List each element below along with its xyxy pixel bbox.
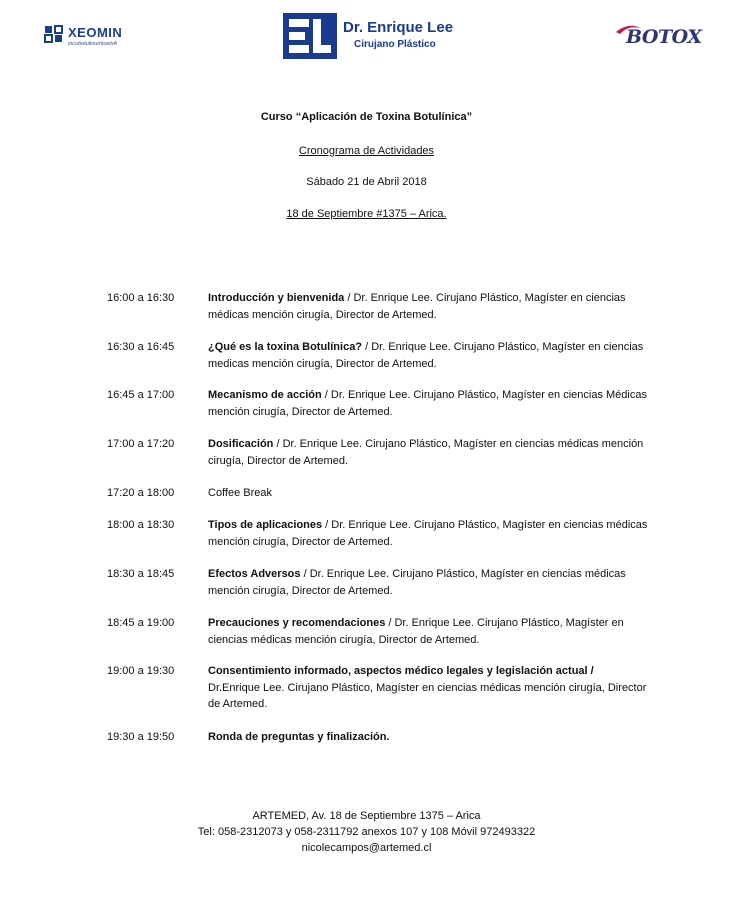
schedule-topic: ¿Qué es la toxina Botulínica?: [208, 341, 363, 353]
schedule-speaker: / Dr. Enrique Lee. Cirujano Plástico, Magíster en ciencias médicas mención cirugía, Director de Artemed.: [208, 438, 644, 467]
schedule-speaker: / Dr. Enrique Lee. Cirujano Plástico, Magíster en ciencias médicas mención cirugía, Director de Artemed.: [208, 519, 648, 548]
schedule-topic: Consentimiento informado, aspectos médico legales y legislación actual /: [208, 665, 594, 677]
schedule-description: [208, 387, 648, 420]
footer-phone: Tel: 058-2312073 y 058-2311792 anexos 107 y 108 Móvil 972493322: [197, 826, 536, 838]
schedule-description: [208, 517, 648, 550]
el-monogram-icon: [283, 13, 337, 59]
xeomin-logo: [44, 22, 154, 52]
schedule-time: 18:00 a 18:30: [107, 519, 175, 531]
schedule-speaker: / Dr. Enrique Lee. Cirujano Plástico, Magíster en ciencias Médicas mención cirugía, Director de Artemed.: [208, 389, 647, 418]
schedule-speaker: / Dr. Enrique Lee. Cirujano Plástico, Magíster en ciencias médicas mención cirugía, Director de Artemed.: [208, 617, 624, 646]
schedule-topic: Introducción y bienvenida: [208, 292, 345, 304]
course-title: Curso “Aplicación de Toxina Botulínica”: [260, 111, 473, 123]
botox-logo: [612, 22, 712, 56]
schedule-time: 18:45 a 19:00: [107, 617, 175, 629]
schedule-time: 17:00 a 17:20: [107, 438, 175, 450]
schedule-description: [208, 339, 648, 372]
footer-address: ARTEMED, Av. 18 de Septiembre 1375 – Arica: [252, 810, 481, 822]
schedule-speaker: / Dr. Enrique Lee. Cirujano Plástico, Magíster en ciencias medicas mención cirugía, Director de Artemed.: [208, 341, 644, 370]
footer-email: nicolecampos@artemed.cl: [301, 842, 432, 854]
schedule-description: [208, 729, 648, 746]
schedule-topic: Tipos de aplicaciones: [208, 519, 323, 531]
schedule-speaker: Dr.Enrique Lee. Cirujano Plástico, Magíster en ciencias médicas mención cirugía, Director de Artemed.: [208, 681, 647, 710]
schedule-topic: Efectos Adversos: [208, 568, 301, 580]
schedule-time: 18:30 a 18:45: [107, 568, 175, 580]
schedule-time: 16:00 a 16:30: [107, 292, 175, 304]
schedule-description: [208, 290, 648, 323]
lee-subtitle: Cirujano Plástico: [354, 39, 436, 50]
schedule-description: [208, 485, 648, 502]
schedule-topic: Precauciones y recomendaciones: [208, 617, 386, 629]
schedule-description: [208, 436, 648, 469]
schedule-description: [208, 663, 648, 713]
schedule-topic: Ronda de preguntas y finalización.: [208, 731, 390, 743]
schedule-speaker: / Dr. Enrique Lee. Cirujano Plástico, Magíster en ciencias médicas mención cirugía, Director de Artemed.: [208, 568, 626, 597]
xeomin-tagline: incobotulinumtoxinA: [68, 41, 118, 47]
event-address: 18 de Septiembre #1375 – Arica.: [286, 208, 447, 220]
event-date: Sábado 21 de Abril 2018: [306, 176, 427, 188]
schedule-time: 19:30 a 19:50: [107, 731, 175, 743]
schedule-time: 17:20 a 18:00: [107, 487, 175, 499]
schedule-description: [208, 566, 648, 599]
schedule-subtitle: Cronograma de Actividades: [298, 145, 435, 157]
enrique-lee-logo: [283, 13, 473, 61]
schedule-time: 16:45 a 17:00: [107, 389, 175, 401]
schedule-topic: Mecanismo de acción: [208, 389, 322, 401]
schedule-description: [208, 615, 648, 648]
schedule-topic: Dosificación: [208, 438, 274, 450]
xeomin-mark-icon: [44, 24, 64, 44]
schedule-speaker: Coffee Break: [208, 487, 273, 499]
schedule-time: 19:00 a 19:30: [107, 665, 175, 677]
schedule-time: 16:30 a 16:45: [107, 341, 175, 353]
schedule-speaker: / Dr. Enrique Lee. Cirujano Plástico, Magíster en ciencias médicas mención cirugía, Director de Artemed.: [208, 292, 626, 321]
botox-name: BOTOX: [626, 26, 702, 48]
lee-name: Dr. Enrique Lee: [343, 19, 454, 36]
xeomin-name: XEOMIN: [68, 25, 123, 40]
